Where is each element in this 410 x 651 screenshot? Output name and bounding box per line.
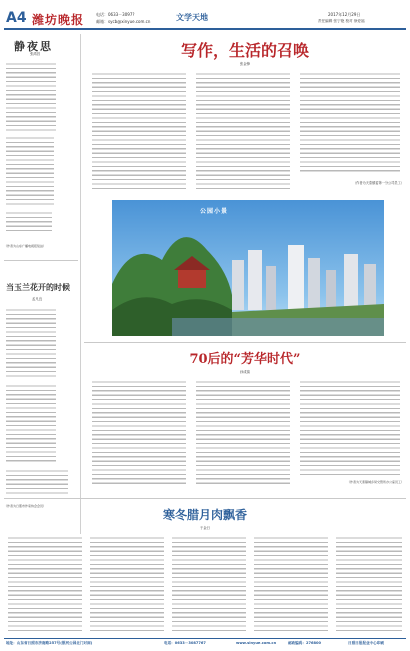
article-body bbox=[8, 536, 82, 632]
masthead-phone: 电话：0633－3097? bbox=[96, 12, 135, 17]
masthead-email: 邮箱：sycb@xinyue.com.cn bbox=[96, 19, 151, 24]
article-body bbox=[92, 380, 186, 484]
masthead bbox=[0, 0, 410, 30]
masthead-rule bbox=[4, 28, 406, 30]
photo-caption: 公园小景 bbox=[200, 208, 229, 215]
poem-author: 张鸿昌 bbox=[30, 52, 41, 56]
page-number: A4 bbox=[6, 10, 27, 26]
poem-author: 孟凡良 bbox=[32, 297, 43, 301]
article-body bbox=[254, 536, 328, 632]
article-title: 写作，生活的召唤 bbox=[180, 41, 309, 60]
footer-post: 邮政编码：276800 bbox=[288, 641, 321, 645]
article-photo bbox=[112, 200, 384, 336]
article-title: 寒冬腊月肉飘香 bbox=[162, 508, 247, 522]
article-3 bbox=[4, 500, 406, 636]
park-photo-illustration bbox=[112, 200, 384, 336]
article-2 bbox=[84, 344, 406, 494]
footer-website: www.sinyue.com.cn bbox=[236, 641, 277, 645]
poem-body bbox=[6, 469, 68, 497]
article-title: 70后的“芳华时代” bbox=[189, 352, 301, 367]
article-body bbox=[92, 72, 186, 190]
article-body bbox=[196, 380, 290, 484]
article-note: （作者为天泰镇委第一分公司员工） bbox=[353, 181, 404, 185]
divider bbox=[4, 498, 406, 499]
poem-title: 当玉兰花开的时候 bbox=[6, 282, 70, 292]
sidebar-poem-1 bbox=[4, 36, 76, 256]
footer-address: 地址：山东省日照市济南路257号(银河公园北门对面) bbox=[6, 641, 93, 645]
article-body bbox=[196, 72, 290, 190]
article-author: 孙成赛 bbox=[239, 370, 251, 374]
poem-title: 静夜思 bbox=[14, 40, 53, 53]
article-author: 于金日 bbox=[199, 526, 211, 530]
masthead-editors: 责任编辑 张宁艳 校对 徐爱福 bbox=[318, 19, 365, 23]
poem-note: （作者为山东广播电视报驻站） bbox=[4, 244, 47, 248]
footer bbox=[4, 640, 406, 650]
article-1 bbox=[84, 34, 406, 339]
divider bbox=[84, 342, 406, 343]
footer-rule bbox=[4, 638, 406, 639]
footer-phone: 电话：0633－3087767 bbox=[164, 641, 206, 645]
poem-body bbox=[6, 136, 54, 206]
footer-printer: 日照日报报业中心印刷 bbox=[348, 641, 384, 645]
article-body bbox=[172, 536, 246, 632]
poem-body bbox=[6, 62, 56, 132]
section-title: 文学天地 bbox=[176, 13, 208, 22]
article-author: 张金锋 bbox=[239, 62, 251, 66]
poem-body bbox=[6, 384, 56, 464]
article-body bbox=[90, 536, 164, 632]
divider bbox=[4, 260, 78, 261]
article-body bbox=[300, 380, 400, 476]
article-note: （作者为天泰镇城乡局交管所办公室员工） bbox=[346, 480, 404, 484]
article-body bbox=[300, 72, 400, 172]
poem-body bbox=[6, 211, 52, 231]
paper-logo: 潍坊晚报 bbox=[32, 13, 85, 27]
poem-body bbox=[6, 308, 56, 380]
column-divider bbox=[80, 34, 81, 534]
poem-note: （作者为日照市作家协会会员） bbox=[4, 504, 47, 508]
issue-date: 2017年12月29日 bbox=[328, 12, 361, 17]
article-body bbox=[336, 536, 402, 632]
